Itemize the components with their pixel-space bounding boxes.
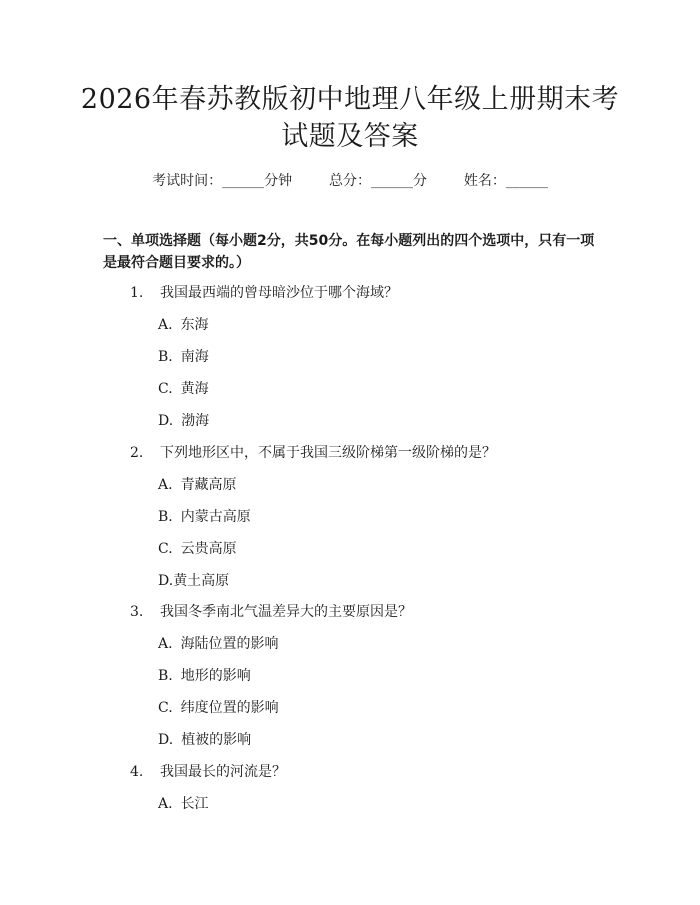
option-label: A.: [158, 796, 173, 812]
time-label: 考试时间：: [152, 173, 223, 189]
option-2a: [158, 474, 237, 494]
question-4: [130, 761, 286, 781]
question-number: 3.: [130, 604, 144, 620]
option-text: 植被的影响: [181, 732, 252, 748]
option-3d: [158, 729, 251, 749]
name-blank: ______: [505, 173, 548, 189]
time-blank: ______: [222, 173, 265, 189]
question-1: [130, 282, 398, 302]
option-text: 长江: [180, 796, 209, 812]
option-4a: [158, 793, 209, 813]
option-label: A.: [158, 636, 173, 652]
option-label: A.: [158, 477, 173, 493]
option-1d: [158, 410, 209, 430]
option-label: C.: [158, 700, 173, 716]
option-text: 纬度位置的影响: [180, 700, 279, 716]
question-number: 4.: [130, 764, 144, 780]
option-label: B.: [158, 668, 173, 684]
option-text: 海陆位置的影响: [180, 636, 279, 652]
option-text: 南海: [180, 349, 209, 365]
question-text: 我国最长的河流是？: [160, 764, 286, 780]
question-text: 我国最西端的曾母暗沙位于哪个海域？: [160, 285, 398, 301]
option-1b: [158, 346, 209, 366]
question-text: 下列地形区中，不属于我国三级阶梯第一级阶梯的是？: [160, 445, 496, 461]
option-label: B.: [158, 509, 173, 525]
option-1a: [158, 314, 209, 334]
option-2d: [158, 570, 229, 590]
option-text: 黄土高原: [173, 573, 230, 589]
option-text: 黄海: [180, 381, 209, 397]
option-3c: [158, 697, 279, 717]
option-label: C.: [158, 541, 173, 557]
score-blank: ______: [371, 173, 413, 189]
score-unit: 分: [413, 173, 427, 189]
question-text: 我国冬季南北气温差异大的主要原因是？: [160, 604, 412, 620]
option-text: 内蒙古高原: [180, 509, 251, 525]
option-label: A.: [158, 317, 173, 333]
exam-title-line-1: 2026年春苏教版初中地理八年级上册期末考: [80, 84, 620, 115]
option-label: D.: [158, 573, 174, 589]
question-3: [130, 601, 412, 621]
option-label: D.: [158, 732, 174, 748]
option-2b: [158, 506, 251, 526]
option-label: D.: [158, 413, 174, 429]
option-1c: [158, 378, 209, 398]
option-label: B.: [158, 349, 173, 365]
exam-title-line-2: 试题及答案: [281, 121, 419, 152]
option-text: 青藏高原: [180, 477, 237, 493]
time-unit: 分钟: [264, 173, 293, 189]
option-2c: [158, 538, 237, 558]
question-number: 2.: [130, 445, 144, 461]
option-text: 东海: [180, 317, 209, 333]
option-text: 云贵高原: [180, 541, 237, 557]
section-heading: 一、单项选择题（每小题2分，共50分。在每小题列出的四个选项中，只有一项是最符合题目要求的。）: [103, 233, 595, 271]
option-3b: [158, 665, 251, 685]
option-3a: [158, 633, 279, 653]
option-label: C.: [158, 381, 173, 397]
option-text: 渤海: [181, 413, 210, 429]
question-number: 1.: [130, 285, 144, 301]
score-label: 总分：: [329, 173, 371, 189]
name-label: 姓名：: [463, 173, 506, 189]
option-text: 地形的影响: [180, 668, 251, 684]
exam-info-line: [0, 170, 700, 190]
question-2: [130, 442, 496, 462]
